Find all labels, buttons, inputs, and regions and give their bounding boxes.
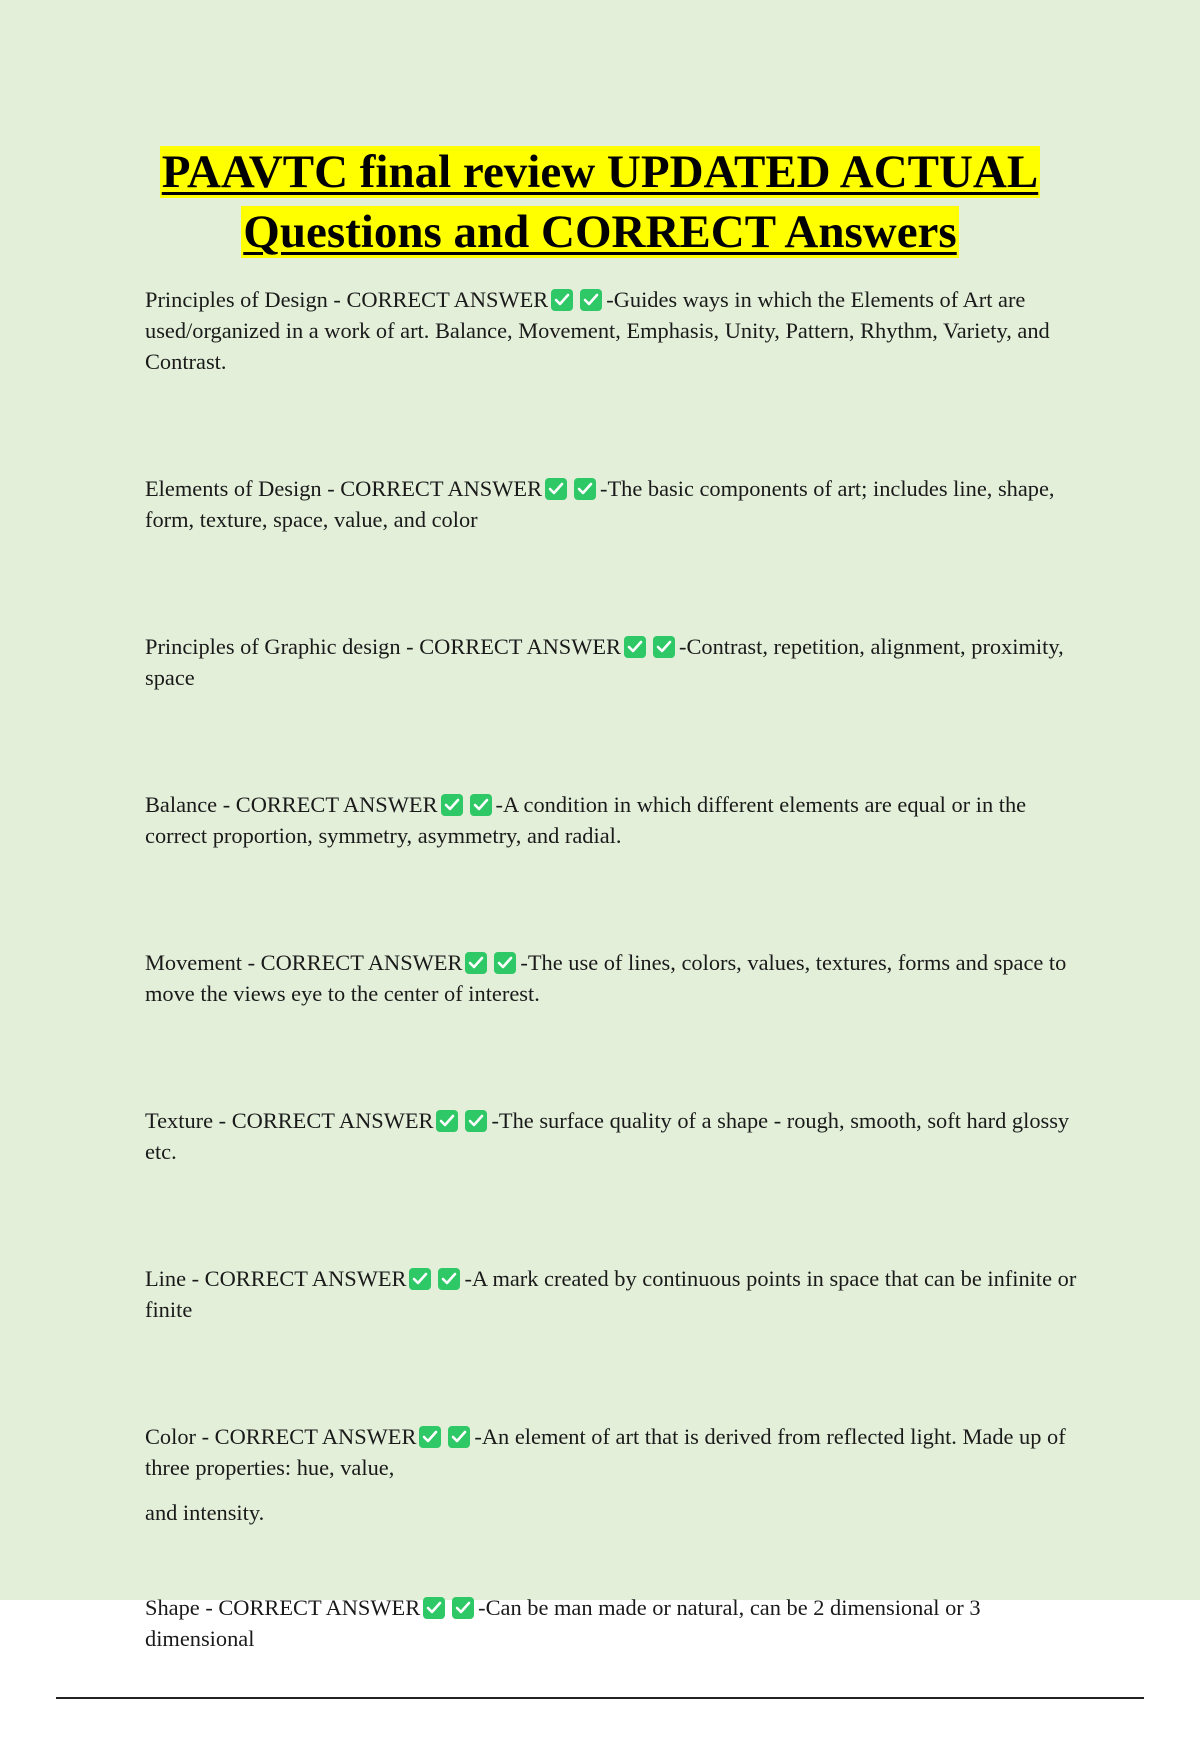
definition-text: -A condition in which different elements are equal or in the correct proportion, symmetry, asymmetry, and radial. [145,792,1027,848]
term-text: Principles of Graphic design - CORRECT ANSWER [145,634,621,659]
checkmark-icon [423,1597,445,1619]
title-line-1: PAAVTC final review UPDATED ACTUAL [161,146,1039,198]
term-text: Elements of Design - CORRECT ANSWER [145,476,543,501]
checkmark-icon [441,794,463,816]
qa-entry [145,473,1085,535]
qa-entry [145,1421,1085,1528]
term-text: Texture - CORRECT ANSWER [145,1108,434,1133]
checkmark-icon [470,794,492,816]
checkmark-icon [452,1597,474,1619]
checkmark-icon [624,636,646,658]
term-text: Color - CORRECT ANSWER [145,1424,417,1449]
qa-entry [145,1105,1085,1167]
checkmark-icon [574,478,596,500]
checkmark-icon [436,1110,458,1132]
definition-text: -Contrast, repetition, alignment, proximity, space [145,634,1064,690]
checkmark-icon [438,1268,460,1290]
qa-text [145,284,1085,377]
checkmark-icon [448,1426,470,1448]
term-text: Shape - CORRECT ANSWER [145,1595,421,1620]
qa-text [145,631,1085,693]
definition-text: -Can be man made or natural, can be 2 dimensional or 3 dimensional [145,1595,981,1651]
qa-entry [145,284,1085,377]
title-line-2: Questions and CORRECT Answers [243,206,957,258]
definition-text: -A mark created by continuous points in space that can be infinite or finite [145,1266,1077,1322]
term-text: Principles of Design - CORRECT ANSWER [145,287,549,312]
qa-text [145,1105,1085,1167]
checkmark-icon [465,1110,487,1132]
definition-text: -The basic components of art; includes line, shape, form, texture, space, value, and color [145,476,1055,532]
term-text: Line - CORRECT ANSWER [145,1266,407,1291]
checkmark-icon [465,952,487,974]
page-divider [56,1697,1144,1699]
qa-entry [145,1592,1085,1654]
qa-text [145,947,1085,1009]
term-text: Movement - CORRECT ANSWER [145,950,463,975]
checkmark-icon [580,289,602,311]
qa-text [145,1421,1085,1483]
page-title [100,142,1100,262]
qa-text [145,1263,1085,1325]
checkmark-icon [419,1426,441,1448]
checkmark-icon [653,636,675,658]
definition-continuation: and intensity. [145,1500,265,1525]
definition-text: -The use of lines, colors, values, textures, forms and space to move the views eye to the center of interest. [145,950,1067,1006]
qa-text [145,1592,1085,1654]
checkmark-icon [409,1268,431,1290]
checkmark-icon [545,478,567,500]
qa-entry [145,947,1085,1009]
definition-text: -Guides ways in which the Elements of Art are used/organized in a work of art. Balance, Movement, Emphasis, Unity, Pattern, Rhythm, Variety, and Contrast. [145,287,1050,374]
qa-entry [145,1263,1085,1325]
checkmark-icon [494,952,516,974]
qa-list [145,284,1085,1750]
term-text: Balance - CORRECT ANSWER [145,792,438,817]
qa-text [145,789,1085,851]
qa-entry [145,631,1085,693]
checkmark-icon [551,289,573,311]
qa-entry [145,789,1085,851]
definition-text: -The surface quality of a shape - rough, smooth, soft hard glossy etc. [145,1108,1070,1164]
qa-text [145,473,1085,535]
definition-text: -An element of art that is derived from reflected light. Made up of three properties: hue, value, [145,1424,1066,1480]
